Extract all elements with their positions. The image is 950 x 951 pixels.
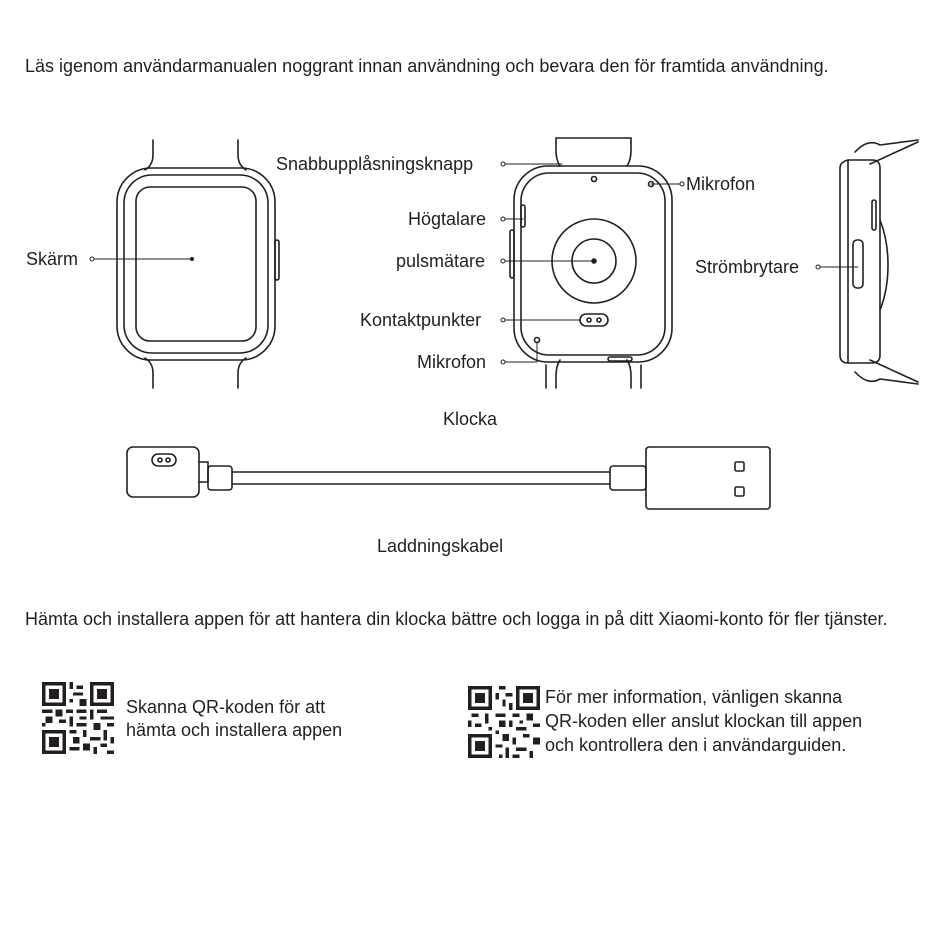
watch-front-drawing [117,140,279,388]
qr-right-line3: och kontrollera den i användarguiden. [545,735,847,755]
intro-text: Läs igenom användarmanualen noggrant innan användning och bevara den för framtida användning. [25,56,829,76]
app-text: Hämta och installera appen för att hantera din klocka bättre och logga in på ditt Xiaomi-konto för fler tjänster. [25,609,888,629]
charging-cable-drawing [127,447,770,509]
label-quick-release: Snabbupplåsningsknapp [276,154,474,174]
qr-right-line1: För mer information, vänligen skanna [545,687,843,707]
label-mic-bottom: Mikrofon [417,352,487,372]
label-mic-top: Mikrofon [686,174,756,194]
qr-code-app [42,682,114,754]
watch-back-drawing [510,138,672,388]
label-heart-rate: pulsmätare [396,251,486,271]
label-power: Strömbrytare [695,257,800,277]
qr-code-info [468,686,540,758]
qr-right-line2: QR-koden eller anslut klockan till appen [545,711,863,731]
qr-left-line2: hämta och installera appen [126,720,343,740]
caption-watch: Klocka [443,409,498,429]
label-contacts: Kontaktpunkter [360,310,482,330]
caption-cable: Laddningskabel [377,536,504,556]
label-screen: Skärm [26,249,79,269]
watch-side-drawing [840,140,918,384]
qr-left-line1: Skanna QR-koden för att [126,697,326,717]
label-speaker: Högtalare [408,209,487,229]
